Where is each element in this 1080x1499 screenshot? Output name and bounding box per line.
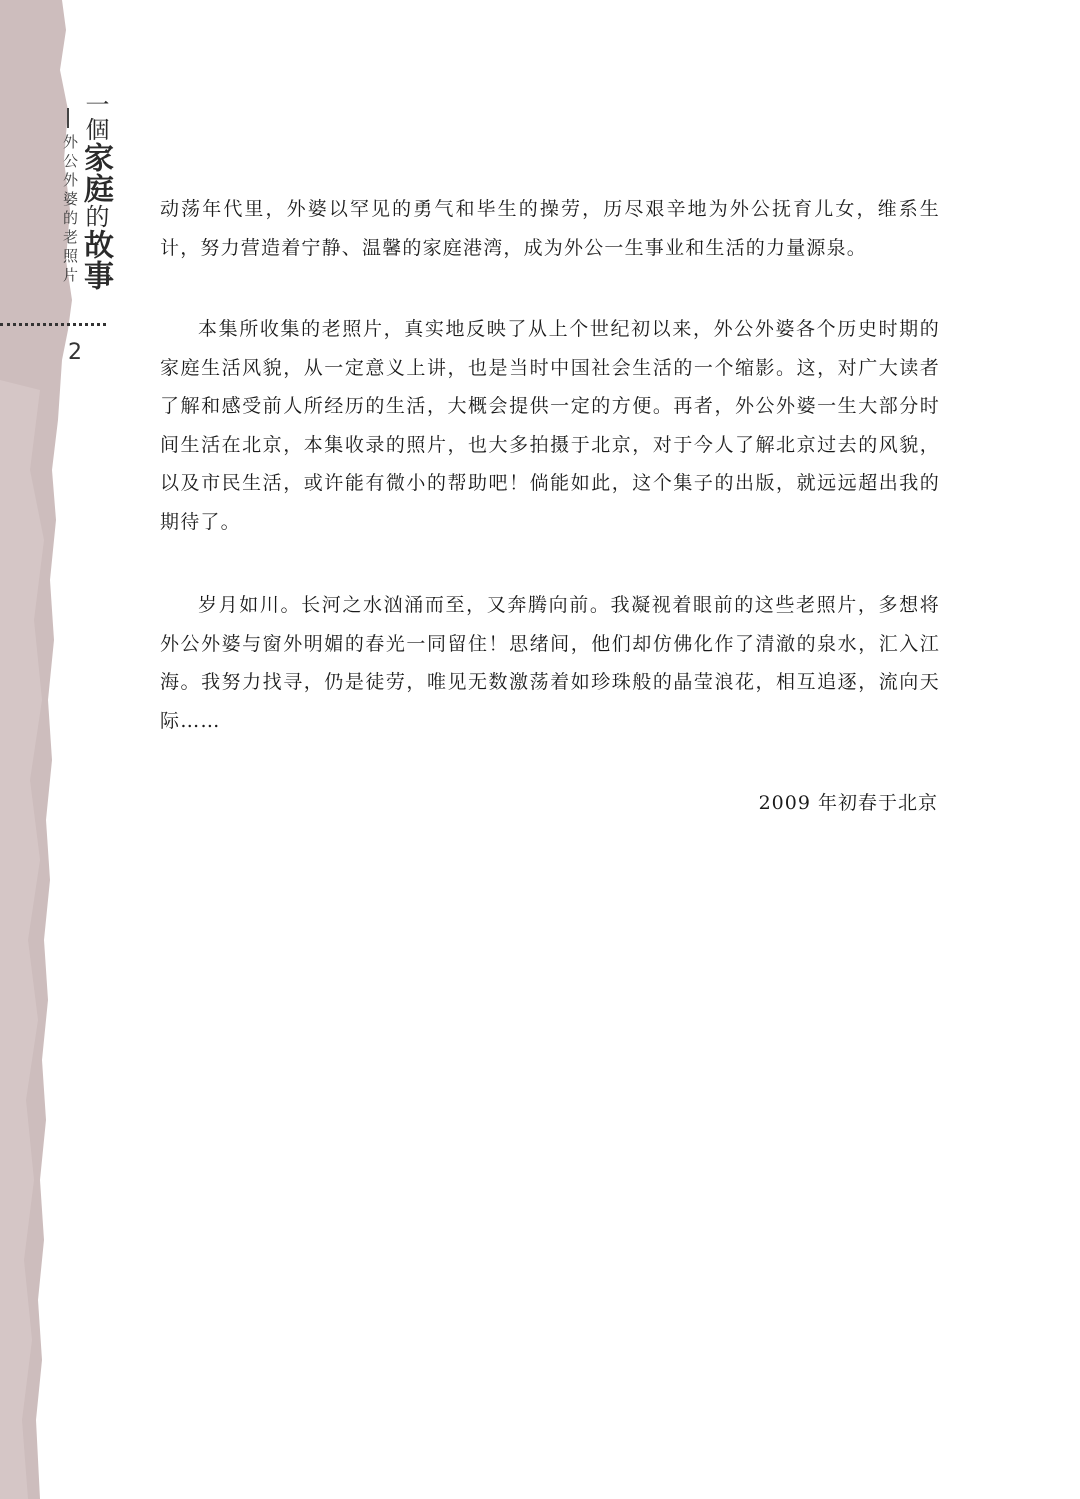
dotted-divider (0, 323, 106, 326)
series-subtitle: 外公外婆的老照片 (61, 134, 79, 286)
title-char-6: 故 (78, 229, 113, 260)
title-char-5: 的 (81, 204, 109, 229)
subtitle-dash (67, 108, 69, 128)
paragraph-3: 岁月如川。长河之水汹涌而至，又奔腾向前。我凝视着眼前的这些老照片，多想将外公外婆与窗外明媚的春光一同留住！思绪间，他们却仿佛化作了清澈的泉水，汇入江海。我努力找寻，仍是徒劳，唯见无数激荡着如珍珠般的晶莹浪花，相互追逐，流向天际…… (160, 594, 940, 732)
signature-date-place: 2009 年初春于北京 (758, 792, 938, 814)
paragraph-1: 动荡年代里，外婆以罕见的勇气和毕生的操劳，历尽艰辛地为外公抚育儿女，维系生计，努力营造着宁静、温馨的家庭港湾，成为外公一生事业和生活的力量源泉。 (160, 198, 940, 259)
title-char-2: 個 (81, 117, 109, 142)
paragraph-2: 本集所收集的老照片，真实地反映了从上个世纪初以来，外公外婆各个历史时期的家庭生活风貌，从一定意义上讲，也是当时中国社会生活的一个缩影。这，对广大读者了解和感受前人所经历的生活，大概会提供一定的方便。再者，外公外婆一生大部分时间生活在北京，本集收录的照片，也大多拍摄于北京，对于今人了解北京过去的风貌，以及市民生活，或许能有微小的帮助吧！倘能如此，这个集子的出版，就远远超出我的期待了。 (160, 318, 940, 533)
series-title-main (78, 92, 113, 291)
title-char-7: 事 (78, 260, 113, 291)
title-char-1: 一 (81, 92, 109, 117)
series-title-vertical (58, 92, 118, 302)
title-char-3: 家 (78, 142, 113, 173)
title-char-4: 庭 (78, 173, 113, 204)
page-number: 2 (68, 340, 82, 365)
